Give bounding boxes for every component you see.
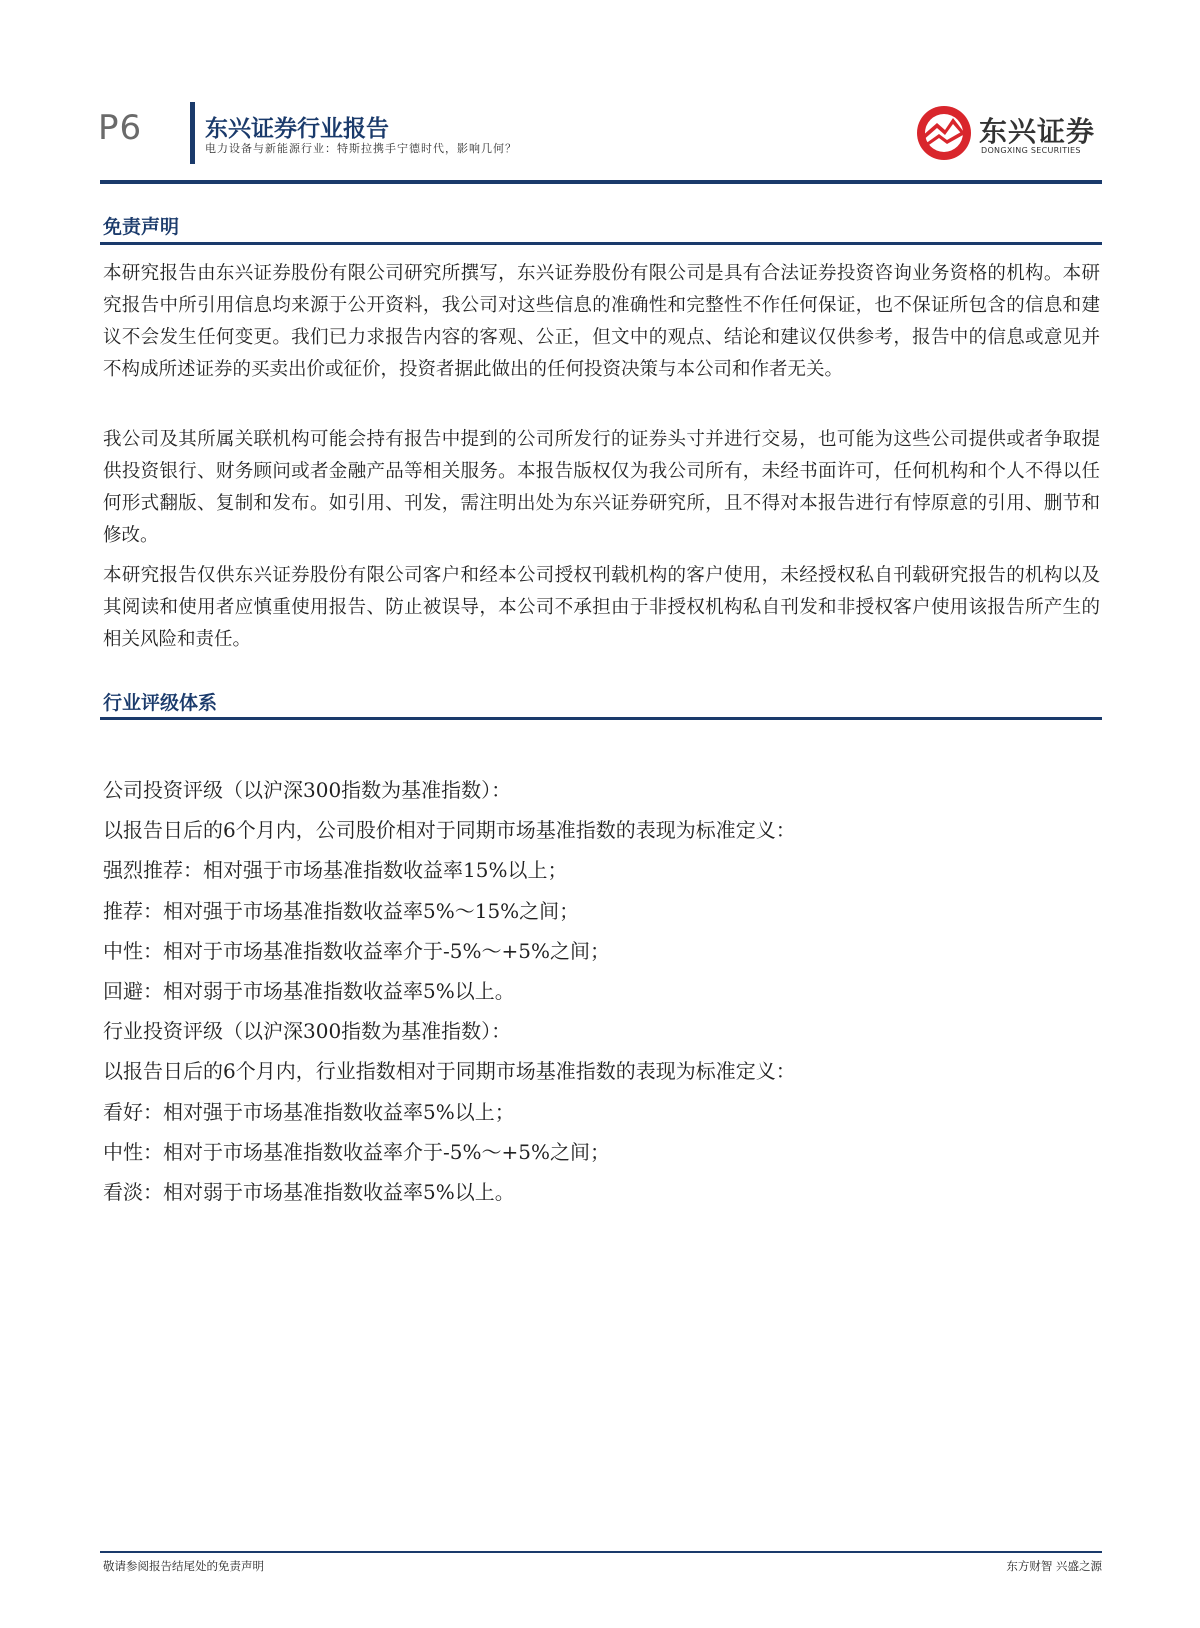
disclaimer-rule — [100, 242, 1102, 245]
rating-line: 中性：相对于市场基准指数收益率介于-5%～+5%之间； — [103, 938, 610, 963]
page-number: P6 — [98, 108, 143, 148]
page-header — [0, 0, 1200, 190]
footer-rule — [100, 1551, 1102, 1553]
disclaimer-heading: 免责声明 — [103, 216, 180, 238]
rating-line: 行业投资评级（以沪深300指数为基准指数）： — [103, 1019, 512, 1044]
logo-emblem-icon — [915, 104, 973, 162]
footer-disclaimer-note: 敬请参阅报告结尾处的免责声明 — [103, 1559, 264, 1573]
rating-line: 中性：相对于市场基准指数收益率介于-5%～+5%之间； — [103, 1139, 610, 1164]
logo-chinese-name: 东兴证券 — [979, 115, 1096, 148]
rating-definitions — [103, 770, 1103, 1212]
rating-line: 公司投资评级（以沪深300指数为基准指数）： — [103, 778, 512, 802]
header-rule — [100, 180, 1102, 184]
disclaimer-paragraph: 本研究报告仅供东兴证券股份有限公司客户和经本公司授权刊载机构的客户使用，未经授权私自刊载研究报告的机构以及其阅读和使用者应慎重使用报告、防止被误导，本公司不承担由于非授权机构私自刊发和非授权客户使用该报告所产生的相关风险和责任。 — [103, 565, 1100, 650]
rating-line: 看好：相对强于市场基准指数收益率5%以上； — [103, 1099, 515, 1124]
company-logo — [915, 104, 1105, 164]
disclaimer-paragraph: 本研究报告由东兴证券股份有限公司研究所撰写，东兴证券股份有限公司是具有合法证券投资咨询业务资格的机构。本研究报告中所引用信息均来源于公开资料，我公司对这些信息的准确性和完整性不作任何保证，也不保证所包含的信息和建议不会发生任何变更。我们已力求报告内容的客观、公正，但文中的观点、结论和建议仅供参考，报告中的信息或意见并不构成所述证券的买卖出价或征价，投资者据此做出的任何投资决策与本公司和作者无关。 — [103, 263, 1100, 380]
rating-line: 以报告日后的6个月内，行业指数相对于同期市场基准指数的表现为标准定义： — [103, 1059, 796, 1084]
header-divider — [190, 102, 195, 164]
rating-line: 看淡：相对弱于市场基准指数收益率5%以上。 — [103, 1180, 515, 1205]
disclaimer-paragraph: 我公司及其所属关联机构可能会持有报告中提到的公司所发行的证券头寸并进行交易，也可能为这些公司提供或者争取提供投资银行、财务顾问或者金融产品等相关服务。本报告版权仅为我公司所有，未经书面许可，任何机构和个人不得以任何形式翻版、复制和发布。如引用、刊发，需注明出处为东兴证券研究所，且不得对本报告进行有悖原意的引用、删节和修改。 — [103, 429, 1100, 546]
rating-rule — [100, 717, 1102, 720]
rating-system-heading: 行业评级体系 — [103, 692, 218, 714]
logo-english-name: DONGXING SECURITIES — [981, 146, 1081, 155]
report-series-title: 东兴证券行业报告 — [205, 116, 389, 142]
rating-line: 以报告日后的6个月内，公司股价相对于同期市场基准指数的表现为标准定义： — [103, 818, 796, 843]
footer-slogan: 东方财智 兴盛之源 — [1006, 1559, 1102, 1573]
report-subtitle: 电力设备与新能源行业：特斯拉携手宁德时代，影响几何？ — [205, 142, 517, 155]
rating-line: 强烈推荐：相对强于市场基准指数收益率15%以上； — [103, 858, 568, 883]
rating-line: 回避：相对弱于市场基准指数收益率5%以上。 — [103, 979, 515, 1004]
rating-line: 推荐：相对强于市场基准指数收益率5%～15%之间； — [103, 898, 580, 923]
